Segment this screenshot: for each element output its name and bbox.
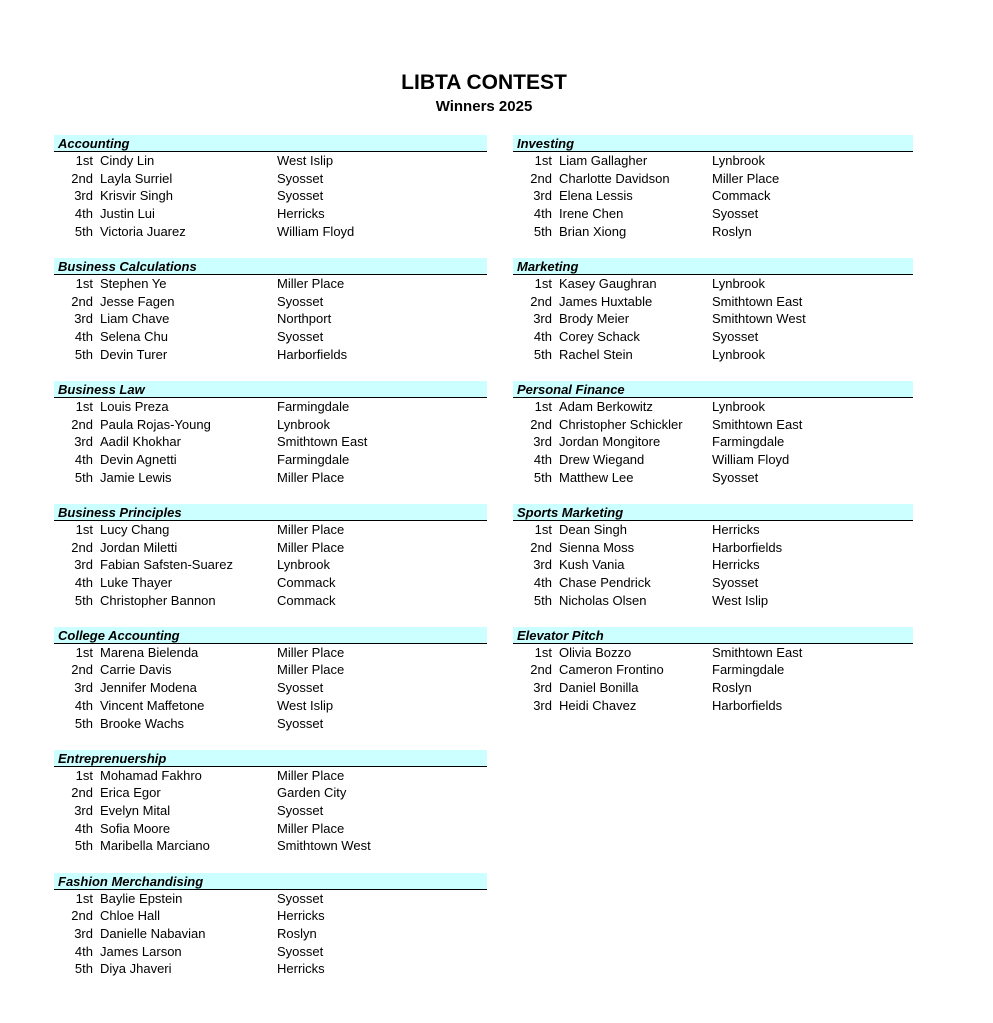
winner-row <box>513 416 913 434</box>
winner-row <box>513 152 913 170</box>
winner-row <box>54 784 487 802</box>
winner-name: Kush Vania <box>559 557 625 573</box>
category-fashion-merchandising <box>54 873 487 978</box>
winner-school: Syosset <box>277 293 324 309</box>
winner-name: Christopher Schickler <box>559 416 683 432</box>
winner-place: 3rd <box>74 803 93 819</box>
category-personal-finance <box>513 381 913 486</box>
winner-row <box>54 644 487 662</box>
winner-row <box>54 187 487 205</box>
winner-name: Matthew Lee <box>559 469 634 485</box>
winner-row <box>513 293 913 311</box>
winner-place: 5th <box>74 961 93 977</box>
winner-name: Baylie Epstein <box>100 890 183 906</box>
winner-row <box>54 661 487 679</box>
category-business-calculations <box>54 258 487 363</box>
winner-row <box>513 223 913 241</box>
winner-school: West Islip <box>712 592 769 608</box>
winner-school: West Islip <box>277 153 334 168</box>
winner-school: Smithtown East <box>712 416 803 432</box>
winner-name: Cindy Lin <box>100 153 155 168</box>
winner-name: Louis Preza <box>100 398 169 414</box>
winner-place: 5th <box>74 592 93 608</box>
winner-school: Herricks <box>277 961 325 977</box>
winner-place: 2nd <box>71 170 93 186</box>
winner-row <box>513 310 913 328</box>
winner-row <box>54 310 487 328</box>
winner-row <box>513 556 913 574</box>
winner-name: Stephen Ye <box>100 275 167 291</box>
winner-name: James Huxtable <box>559 293 653 309</box>
winner-row <box>54 715 487 733</box>
winner-school: Smithtown West <box>712 311 806 327</box>
winner-row <box>54 890 487 908</box>
winner-name: Rachel Stein <box>559 346 633 362</box>
winner-name: Lucy Chang <box>100 521 170 537</box>
category-business-law <box>54 381 487 486</box>
winner-row <box>54 820 487 838</box>
category-heading: Entreprenuership <box>54 750 487 767</box>
winner-school: Syosset <box>277 715 324 731</box>
winner-row <box>513 433 913 451</box>
winner-name: Liam Chave <box>100 311 170 327</box>
winner-name: Brooke Wachs <box>100 715 185 731</box>
winner-row <box>54 556 487 574</box>
winner-place: 4th <box>74 943 93 959</box>
winner-school: Herricks <box>277 908 325 924</box>
winner-school: Smithtown West <box>277 838 371 854</box>
winner-school: Commack <box>712 188 771 204</box>
category-investing <box>513 135 913 240</box>
winner-school: Miller Place <box>277 539 345 555</box>
winner-name: Irene Chen <box>559 206 624 222</box>
category-marketing <box>513 258 913 363</box>
category-elevator-pitch <box>513 627 913 715</box>
winner-row <box>513 328 913 346</box>
winner-place: 3rd <box>74 557 93 573</box>
winner-school: Miller Place <box>277 767 345 783</box>
winner-place: 2nd <box>71 293 93 309</box>
winner-school: Lynbrook <box>277 557 330 573</box>
winner-place: 2nd <box>530 170 552 186</box>
winner-name: Liam Gallagher <box>559 153 648 168</box>
winner-name: Charlotte Davidson <box>559 170 670 186</box>
winner-row <box>54 802 487 820</box>
winner-place: 4th <box>74 206 93 222</box>
winner-school: Herricks <box>277 206 325 222</box>
winner-school: Syosset <box>277 329 324 344</box>
winner-name: Jennifer Modena <box>100 680 197 696</box>
winner-school: Roslyn <box>277 926 317 941</box>
winner-row <box>513 469 913 487</box>
winner-name: Devin Turer <box>100 346 168 362</box>
winner-school: Smithtown East <box>277 434 368 450</box>
winner-place: 5th <box>533 469 552 485</box>
winner-name: Marena Bielenda <box>100 644 199 660</box>
winner-place: 2nd <box>530 662 552 678</box>
winner-name: Carrie Davis <box>100 662 172 678</box>
winner-row <box>513 451 913 469</box>
category-heading: Personal Finance <box>513 381 913 398</box>
winner-school: Syosset <box>712 574 759 590</box>
winner-row <box>54 223 487 241</box>
winner-school: Farmingdale <box>712 662 785 678</box>
winner-place: 1st <box>75 153 93 168</box>
category-accounting <box>54 135 487 240</box>
winner-school: Miller Place <box>277 275 345 291</box>
winner-name: Sofia Moore <box>100 820 171 836</box>
winner-row <box>513 592 913 610</box>
winner-place: 4th <box>533 451 552 467</box>
winner-row <box>513 574 913 592</box>
winner-name: Vincent Maffetone <box>100 697 205 713</box>
left-column <box>54 135 487 996</box>
winner-place: 5th <box>74 223 93 239</box>
winner-row <box>513 187 913 205</box>
winner-school: Roslyn <box>712 223 752 239</box>
winner-school: Syosset <box>712 469 759 485</box>
winner-school: Herricks <box>712 521 760 537</box>
page-subtitle: Winners 2025 <box>435 98 533 115</box>
winner-row <box>513 346 913 364</box>
winner-row <box>54 697 487 715</box>
winner-school: Miller Place <box>277 820 345 836</box>
winner-row <box>54 679 487 697</box>
winner-school: Farmingdale <box>277 451 350 467</box>
winner-place: 3rd <box>533 697 552 713</box>
winner-row <box>513 275 913 293</box>
winner-school: Lynbrook <box>712 398 765 414</box>
winner-school: Syosset <box>277 890 324 906</box>
winner-school: Syosset <box>277 170 324 186</box>
winner-place: 2nd <box>530 539 552 555</box>
winner-place: 5th <box>533 223 552 239</box>
winner-place: 4th <box>533 206 552 222</box>
winner-row <box>513 521 913 539</box>
winner-place: 3rd <box>74 188 93 204</box>
winner-place: 4th <box>74 329 93 344</box>
winner-place: 1st <box>534 398 552 414</box>
winner-place: 3rd <box>533 188 552 204</box>
winner-name: Danielle Nabavian <box>100 926 206 941</box>
winner-row <box>54 328 487 346</box>
winner-row <box>54 293 487 311</box>
winner-name: Chloe Hall <box>100 908 160 924</box>
winner-place: 4th <box>74 820 93 836</box>
winner-school: Lynbrook <box>277 416 330 432</box>
winner-school: Syosset <box>277 188 324 204</box>
winner-place: 1st <box>534 153 552 168</box>
winner-name: Aadil Khokhar <box>100 434 181 450</box>
winner-row <box>513 539 913 557</box>
winner-school: Herricks <box>712 557 760 573</box>
winner-name: Christopher Bannon <box>100 592 216 608</box>
winner-place: 1st <box>75 890 93 906</box>
winner-place: 3rd <box>533 311 552 327</box>
winner-row <box>54 346 487 364</box>
winner-school: Miller Place <box>712 170 780 186</box>
winner-name: Nicholas Olsen <box>559 592 647 608</box>
winner-place: 4th <box>533 329 552 344</box>
winner-name: Victoria Juarez <box>100 223 186 239</box>
winner-place: 2nd <box>71 908 93 924</box>
winner-name: Luke Thayer <box>100 574 173 590</box>
winner-row <box>513 679 913 697</box>
winner-row <box>54 767 487 785</box>
winner-place: 2nd <box>71 539 93 555</box>
winner-school: West Islip <box>277 697 334 713</box>
winner-name: Adam Berkowitz <box>559 398 653 414</box>
winner-school: Harborfields <box>712 697 783 713</box>
category-college-accounting <box>54 627 487 732</box>
winner-school: Syosset <box>277 680 324 696</box>
winner-name: Heidi Chavez <box>559 697 637 713</box>
winner-place: 1st <box>534 275 552 291</box>
winner-school: Harborfields <box>277 346 348 362</box>
winner-row <box>513 644 913 662</box>
category-heading: Fashion Merchandising <box>54 873 487 890</box>
winner-place: 2nd <box>71 662 93 678</box>
winner-place: 3rd <box>74 434 93 450</box>
winner-name: Selena Chu <box>100 329 168 344</box>
winner-row <box>54 398 487 416</box>
winner-row <box>54 925 487 943</box>
winner-place: 5th <box>74 469 93 485</box>
winner-place: 1st <box>75 275 93 291</box>
category-business-principles <box>54 504 487 609</box>
category-heading: Business Principles <box>54 504 487 521</box>
winner-place: 2nd <box>71 416 93 432</box>
winner-name: Drew Wiegand <box>559 451 645 467</box>
winner-school: Commack <box>277 574 336 590</box>
category-heading: Elevator Pitch <box>513 627 913 644</box>
winner-place: 5th <box>533 592 552 608</box>
winner-row <box>54 469 487 487</box>
winner-school: Commack <box>277 592 336 608</box>
winner-school: Farmingdale <box>712 434 785 450</box>
category-heading: Business Calculations <box>54 258 487 275</box>
winner-school: Lynbrook <box>712 153 765 168</box>
winner-place: 1st <box>75 398 93 414</box>
winner-place: 5th <box>74 346 93 362</box>
winner-place: 4th <box>533 574 552 590</box>
winner-school: Miller Place <box>277 521 345 537</box>
winner-place: 1st <box>534 644 552 660</box>
winner-place: 4th <box>74 697 93 713</box>
winner-name: Paula Rojas-Young <box>100 416 211 432</box>
winner-place: 5th <box>533 346 552 362</box>
winner-name: Brody Meier <box>559 311 630 327</box>
winner-place: 2nd <box>530 416 552 432</box>
winner-school: Miller Place <box>277 644 345 660</box>
winner-school: Smithtown East <box>712 644 803 660</box>
winner-row <box>54 433 487 451</box>
winner-place: 1st <box>534 521 552 537</box>
winner-row <box>54 574 487 592</box>
winner-row <box>54 451 487 469</box>
winner-name: Justin Lui <box>100 206 155 222</box>
winner-name: Erica Egor <box>100 785 161 801</box>
winner-place: 3rd <box>74 680 93 696</box>
winner-school: Farmingdale <box>277 398 350 414</box>
category-sports-marketing <box>513 504 913 609</box>
winner-school: Smithtown East <box>712 293 803 309</box>
winner-place: 2nd <box>530 293 552 309</box>
winner-row <box>54 416 487 434</box>
winner-name: Jordan Miletti <box>100 539 178 555</box>
winner-name: Jesse Fagen <box>100 293 175 309</box>
winner-row <box>54 539 487 557</box>
page-title: LIBTA CONTEST <box>401 71 567 94</box>
category-heading: Investing <box>513 135 913 152</box>
winner-name: Diya Jhaveri <box>100 961 172 977</box>
right-column <box>513 135 913 732</box>
winner-row <box>54 521 487 539</box>
winner-place: 2nd <box>71 785 93 801</box>
winner-row <box>54 170 487 188</box>
winner-row <box>513 205 913 223</box>
winner-name: James Larson <box>100 943 182 959</box>
winner-name: Kasey Gaughran <box>559 275 657 291</box>
winner-school: Northport <box>277 311 332 327</box>
winner-school: William Floyd <box>277 223 355 239</box>
winner-name: Jamie Lewis <box>100 469 172 485</box>
winner-school: Harborfields <box>712 539 783 555</box>
winner-place: 1st <box>75 644 93 660</box>
category-heading: Business Law <box>54 381 487 398</box>
winner-name: Layla Surriel <box>100 170 173 186</box>
winner-place: 5th <box>74 838 93 854</box>
winner-school: Miller Place <box>277 469 345 485</box>
winner-name: Elena Lessis <box>559 188 633 204</box>
winner-school: Lynbrook <box>712 346 765 362</box>
winner-name: Olivia Bozzo <box>559 644 632 660</box>
winner-row <box>54 943 487 961</box>
winner-school: William Floyd <box>712 451 790 467</box>
winner-name: Jordan Mongitore <box>559 434 661 450</box>
winner-name: Brian Xiong <box>559 223 627 239</box>
winner-name: Fabian Safsten-Suarez <box>100 557 233 573</box>
category-heading: Marketing <box>513 258 913 275</box>
winner-school: Roslyn <box>712 680 752 696</box>
winner-row <box>54 152 487 170</box>
winner-name: Devin Agnetti <box>100 451 177 467</box>
category-heading: Accounting <box>54 135 487 152</box>
winner-name: Cameron Frontino <box>559 662 664 678</box>
winner-name: Krisvir Singh <box>100 188 173 204</box>
winner-school: Syosset <box>277 803 324 819</box>
winner-place: 3rd <box>74 311 93 327</box>
winner-row <box>54 205 487 223</box>
winner-place: 3rd <box>533 557 552 573</box>
winner-row <box>54 592 487 610</box>
category-heading: College Accounting <box>54 627 487 644</box>
winner-school: Syosset <box>712 206 759 222</box>
category-entreprenuership <box>54 750 487 855</box>
winner-place: 1st <box>75 521 93 537</box>
winner-name: Dean Singh <box>559 521 627 537</box>
winner-school: Lynbrook <box>712 275 765 291</box>
winner-place: 4th <box>74 574 93 590</box>
winner-row <box>54 907 487 925</box>
winner-name: Sienna Moss <box>559 539 635 555</box>
winner-name: Maribella Marciano <box>100 838 210 854</box>
winner-school: Garden City <box>277 785 347 801</box>
winner-school: Miller Place <box>277 662 345 678</box>
winner-name: Chase Pendrick <box>559 574 651 590</box>
winner-place: 1st <box>75 767 93 783</box>
winner-place: 3rd <box>533 434 552 450</box>
winner-place: 3rd <box>74 926 93 941</box>
winner-school: Syosset <box>277 943 324 959</box>
winner-row <box>54 960 487 978</box>
winner-row <box>513 398 913 416</box>
winner-row <box>54 275 487 293</box>
winner-row <box>513 697 913 715</box>
winner-name: Evelyn Mital <box>100 803 171 819</box>
category-heading: Sports Marketing <box>513 504 913 521</box>
winner-row <box>513 170 913 188</box>
winner-name: Daniel Bonilla <box>559 680 639 696</box>
winner-school: Syosset <box>712 329 759 344</box>
winner-place: 4th <box>74 451 93 467</box>
winner-row <box>54 837 487 855</box>
winner-place: 5th <box>74 715 93 731</box>
winner-row <box>513 661 913 679</box>
winner-place: 3rd <box>533 680 552 696</box>
winner-name: Mohamad Fakhro <box>100 767 202 783</box>
winner-name: Corey Schack <box>559 329 640 344</box>
